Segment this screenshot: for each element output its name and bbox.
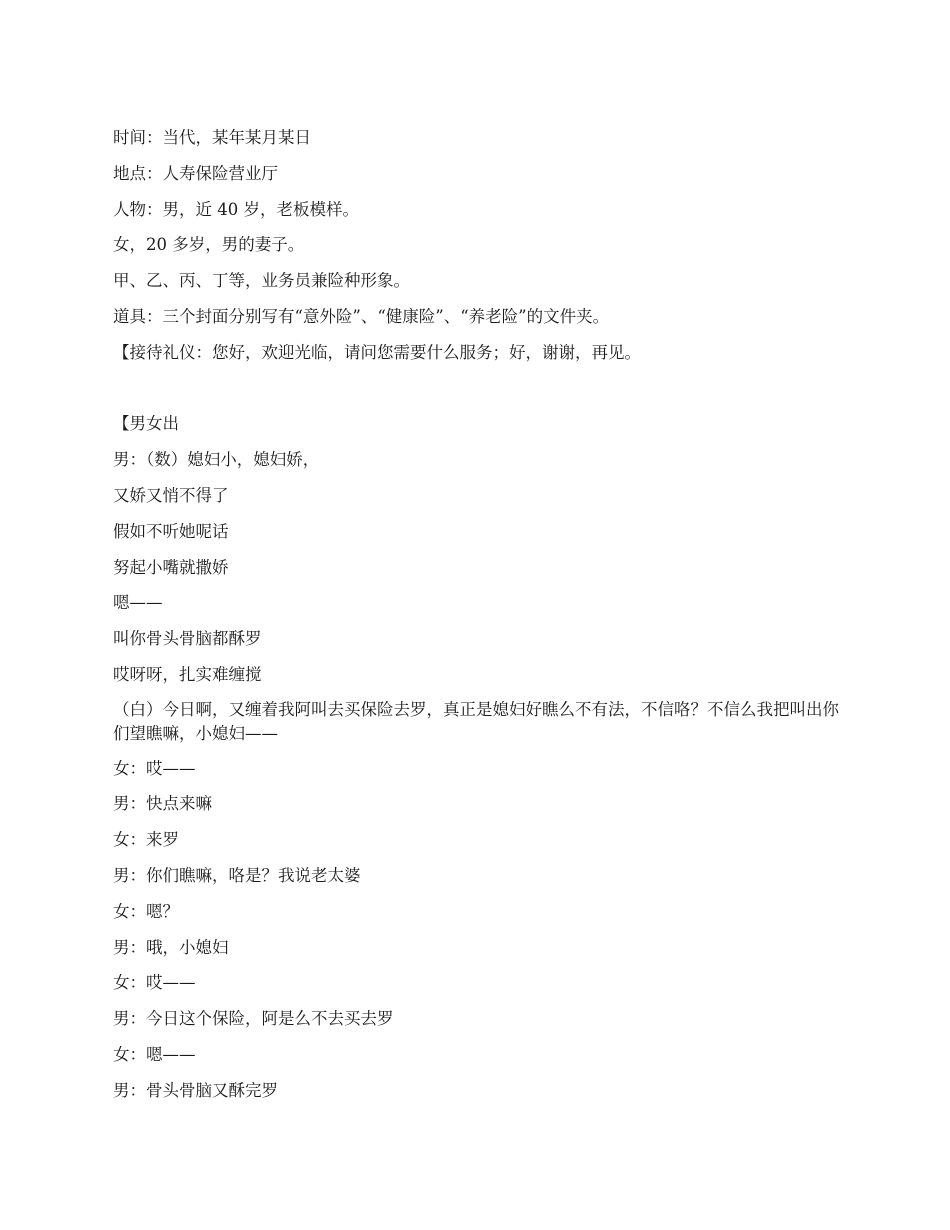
dialogue-line: 女：哎—— xyxy=(113,758,196,778)
dialogue-line: 女：嗯—— xyxy=(113,1044,196,1064)
dialogue-line: 男：今日这个保险，阿是么不去买去罗 xyxy=(113,1009,394,1029)
character-staff: 甲、乙、丙、丁等，业务员兼险种形象。 xyxy=(113,271,410,291)
section-gap xyxy=(113,376,841,412)
stage-direction: 【男女出 xyxy=(113,414,179,434)
dialogue-line: 又娇又悄不得了 xyxy=(113,485,229,505)
dialogue-line: 哎呀呀，扎实难缠搅 xyxy=(113,664,262,684)
dialogue-line: 叫你骨头骨脑都酥罗 xyxy=(113,629,262,649)
dialogue-line: 嗯—— xyxy=(113,593,163,613)
character-woman: 女，20 多岁，男的妻子。 xyxy=(113,235,305,255)
props: 道具：三个封面分别写有“意外险”、“健康险”、“养老险”的文件夹。 xyxy=(113,306,610,326)
dialogue-line: 假如不听她呢话 xyxy=(113,521,229,541)
dialogue-line: 女：来罗 xyxy=(113,830,179,850)
dialogue-line: 女：嗯？ xyxy=(113,901,179,921)
character-man: 人物：男，近 40 岁，老板模样。 xyxy=(113,199,359,219)
dialogue-line: 努起小嘴就撒娇 xyxy=(113,557,229,577)
reception-etiquette: 【接待礼仪：您好，欢迎光临，请问您需要什么服务；好，谢谢，再见。 xyxy=(113,342,641,362)
dialogue-line: 男：你们瞧嘛，咯是？我说老太婆 xyxy=(113,865,361,885)
dialogue-line: 男：（数）媳妇小，媳妇娇， xyxy=(113,450,320,470)
dialogue-line: 男：骨头骨脑又酥完罗 xyxy=(113,1080,278,1100)
dialogue-line: 男：快点来嘛 xyxy=(113,794,212,814)
dialogue-monologue: （白）今日啊，又缠着我阿叫去买保险去罗，真正是媳妇好瞧么不有法，不信咯？不信么我把叫出你们望瞧嘛，小媳妇—— xyxy=(113,699,839,743)
scene-time: 时间：当代，某年某月某日 xyxy=(113,128,311,147)
dialogue-line: 女：哎—— xyxy=(113,973,196,993)
document-body xyxy=(113,125,841,1114)
scene-location: 地点：人寿保险营业厅 xyxy=(113,163,278,183)
dialogue-line: 男：哦，小媳妇 xyxy=(113,937,229,957)
